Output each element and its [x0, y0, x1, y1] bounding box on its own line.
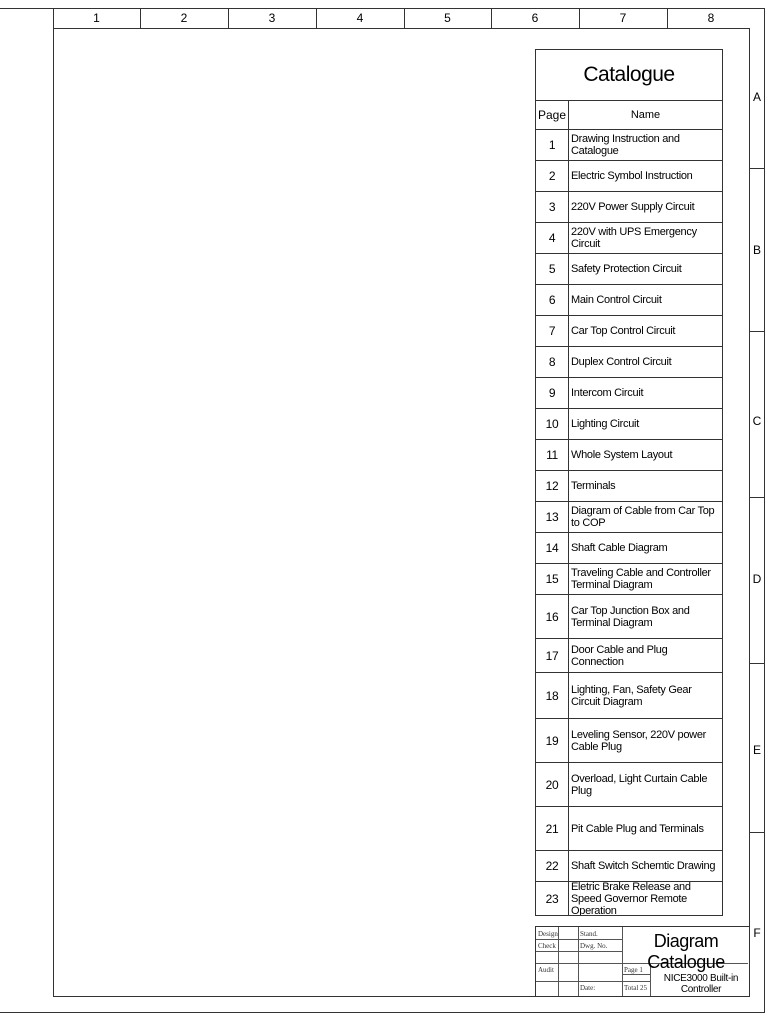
- catalogue-row: [536, 807, 722, 851]
- catalogue-row: [536, 673, 722, 719]
- column-number: 4: [356, 11, 364, 25]
- page-column-header: Page: [536, 101, 569, 129]
- catalogue-entry-name: Traveling Cable and Controller Terminal Diagram: [571, 567, 711, 591]
- catalogue-row: [536, 471, 722, 502]
- check-label: Check: [538, 942, 556, 950]
- catalogue-entry-name: Safety Protection Circuit: [571, 263, 682, 275]
- column-number: 1: [93, 11, 100, 25]
- catalogue-page-number: 3: [536, 192, 569, 222]
- column-number: 2: [180, 11, 188, 25]
- audit-label: Audit: [538, 966, 554, 974]
- catalogue-page-number: 8: [536, 347, 569, 377]
- catalogue-page-number: 5: [536, 254, 569, 284]
- catalogue-entry-name: 220V Power Supply Circuit: [571, 201, 695, 213]
- row-divider: [750, 663, 765, 664]
- catalogue-entry-name: Lighting, Fan, Safety Gear Circuit Diagram: [571, 683, 692, 708]
- catalogue-table: [535, 49, 723, 916]
- catalogue-page-number: 22: [536, 851, 569, 881]
- catalogue-rows: [536, 130, 722, 915]
- catalogue-row: [536, 564, 722, 595]
- row-letter: D: [752, 572, 762, 586]
- catalogue-row: [536, 347, 722, 378]
- catalogue-row: [536, 882, 722, 915]
- row-divider: [750, 497, 765, 498]
- catalogue-page-number: 6: [536, 285, 569, 315]
- row-letter: E: [752, 743, 761, 757]
- stand-label: Stand.: [580, 930, 598, 938]
- catalogue-page-number: 19: [536, 719, 569, 762]
- catalogue-page-number: 9: [536, 378, 569, 408]
- catalogue-row: [536, 533, 722, 564]
- page-number: Page 1: [624, 966, 643, 974]
- row-divider: [750, 832, 765, 833]
- catalogue-page-number: 12: [536, 471, 569, 501]
- catalogue-row: [536, 285, 722, 316]
- title-block-divider: [536, 981, 650, 982]
- catalogue-entry-name: Eletric Brake Release and Speed Governor Remote Operation: [571, 882, 691, 915]
- catalogue-row: [536, 409, 722, 440]
- catalogue-page-number: 7: [536, 316, 569, 346]
- catalogue-entry-name: Whole System Layout: [571, 449, 673, 461]
- catalogue-row: [536, 254, 722, 285]
- row-letter: B: [752, 243, 761, 257]
- column-number: 3: [268, 11, 276, 25]
- catalogue-entry-name: Duplex Control Circuit: [571, 356, 672, 368]
- catalogue-page-number: 21: [536, 807, 569, 850]
- row-letter: C: [752, 414, 762, 428]
- catalogue-row: [536, 130, 722, 161]
- catalogue-entry-name: Car Top Control Circuit: [571, 325, 676, 337]
- catalogue-entry-name: Shaft Switch Schemtic Drawing: [571, 860, 716, 872]
- catalogue-entry-name: Lighting Circuit: [571, 418, 639, 430]
- title-block-divider: [536, 951, 622, 952]
- catalogue-page-number: 11: [536, 440, 569, 470]
- catalogue-entry-name: Drawing Instruction and Catalogue: [571, 133, 680, 157]
- drawing-title: Diagram Catalogue: [647, 931, 725, 972]
- title-block: [535, 926, 749, 996]
- catalogue-page-number: 17: [536, 639, 569, 672]
- catalogue-page-number: 16: [536, 595, 569, 638]
- date-label: Date:: [580, 984, 596, 992]
- catalogue-entry-name: Pit Cable Plug and Terminals: [571, 822, 704, 835]
- catalogue-entry-name: 220V with UPS Emergency Circuit: [571, 226, 697, 250]
- row-divider: [750, 331, 765, 332]
- catalogue-page-number: 4: [536, 223, 569, 253]
- catalogue-row: [536, 161, 722, 192]
- catalogue-title: Catalogue: [536, 50, 722, 101]
- name-column-header: Name: [630, 109, 661, 121]
- catalogue-page-number: 1: [536, 130, 569, 160]
- catalogue-page-number: 18: [536, 673, 569, 718]
- catalogue-row: [536, 851, 722, 882]
- title-block-divider: [558, 927, 559, 996]
- catalogue-row: [536, 595, 722, 639]
- catalogue-row: [536, 192, 722, 223]
- catalogue-page-number: 20: [536, 763, 569, 806]
- row-divider: [750, 168, 765, 169]
- catalogue-row: [536, 639, 722, 673]
- catalogue-row: [536, 378, 722, 409]
- catalogue-entry-name: Overload, Light Curtain Cable Plug: [571, 772, 708, 797]
- catalogue-entry-name: Shaft Cable Diagram: [571, 542, 668, 554]
- catalogue-entry-name: Diagram of Cable from Car Top to COP: [571, 505, 715, 529]
- catalogue-entry-name: Door Cable and Plug Connection: [571, 643, 668, 668]
- catalogue-entry-name: Intercom Circuit: [571, 387, 644, 399]
- drawing-subtitle: NICE3000 Built-in Controller: [663, 973, 739, 995]
- catalogue-entry-name: Terminals: [571, 480, 616, 492]
- catalogue-row: [536, 719, 722, 763]
- title-block-divider: [578, 927, 579, 996]
- total-pages: Total 25: [624, 984, 648, 992]
- catalogue-row: [536, 440, 722, 471]
- row-letter: F: [753, 926, 761, 940]
- dwg-no-label: Dwg. No.: [580, 942, 608, 950]
- column-number: 8: [707, 11, 715, 25]
- catalogue-entry-name: Electric Symbol Instruction: [571, 170, 693, 182]
- catalogue-entry-name: Car Top Junction Box and Terminal Diagram: [571, 604, 690, 629]
- catalogue-row: [536, 763, 722, 807]
- title-block-divider: [622, 927, 623, 996]
- design-label: Design: [538, 930, 558, 938]
- catalogue-row: [536, 316, 722, 347]
- catalogue-header-row: [536, 101, 722, 130]
- catalogue-page-number: 23: [536, 882, 569, 915]
- catalogue-page-number: 10: [536, 409, 569, 439]
- column-number: 5: [444, 11, 451, 25]
- catalogue-page-number: 14: [536, 533, 569, 563]
- catalogue-page-number: 15: [536, 564, 569, 594]
- catalogue-entry-name: Main Control Circuit: [571, 294, 662, 306]
- catalogue-row: [536, 502, 722, 533]
- column-number: 7: [619, 11, 627, 25]
- row-letter: A: [752, 90, 761, 104]
- catalogue-page-number: 2: [536, 161, 569, 191]
- catalogue-page-number: 13: [536, 502, 569, 532]
- catalogue-row: [536, 223, 722, 254]
- title-block-divider: [536, 939, 622, 940]
- catalogue-entry-name: Leveling Sensor, 220V power Cable Plug: [571, 728, 706, 753]
- column-number: 6: [531, 11, 539, 25]
